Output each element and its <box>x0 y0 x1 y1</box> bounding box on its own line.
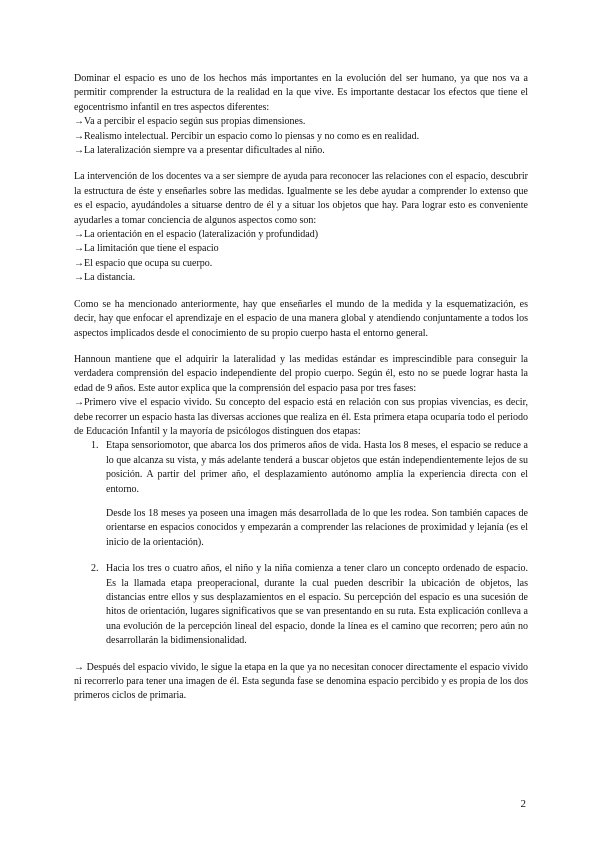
paragraph-teachers: La intervención de los docentes va a ser siempre de ayuda para reconocer las relaciones con el espacio, descubrir la estructura de éste y enseñarles sobre las medidas. Igualmente se les debe ayudar a comprender lo extenso que es el espacio, ayudándoles a situarse dentro de él y a situar los objetos que hay. Para lograr esto es conveniente ayudarles a tomar conciencia de algunos aspectos como son: <box>74 171 528 226</box>
stage-1-text: Etapa sensoriomotor, que abarca los dos primeros años de vida. Hasta los 8 meses, el espacio se reduce a lo que alcanza su vista, y más adelante tenderá a buscar objetos que están independientemente lejos de su posición. A partir del primer año, el desplazamiento autónomo amplía la experiencia directa con el entorno. <box>106 440 528 495</box>
list-item: →La lateralización siempre va a presentar dificultades al niño. <box>74 145 325 157</box>
stage-item-1 <box>74 439 528 550</box>
spacer <box>106 497 528 507</box>
paragraph-perceived-space: → Después del espacio vivido, le sigue la etapa en la que ya no necesitan conocer directamente el espacio vivido ni recorrerlo para tener una imagen de él. Esta segunda fase se denomina espacio percibido y es propia de los dos primeros ciclos de primaria. <box>74 661 528 702</box>
stage-item-2 <box>74 562 528 648</box>
spacer <box>74 286 528 298</box>
stage-2-text: Hacia los tres o cuatro años, el niño y la niña comienza a tener claro un concepto ordenado de espacio. Es la llamada etapa preoperacional, durante la cual pueden describir la ubicación de objetos, las distancias entre ellos y sus desplazamientos en el espacio. Su percepción del espacio es una sucesión de hitos de orientación, lugares significativos que se van presentando en su ruta. Esta explicación conlleva a una evolución de la percepción lineal del espacio, donde la línea es el camino que recorren; pero aún no desarrollarán la bidimensionalidad. <box>106 563 528 647</box>
list-item: →La orientación en el espacio (lateralización y profundidad) <box>74 229 319 241</box>
paragraph-lived-space: →Primero vive el espacio vivido. Su concepto del espacio está en relación con sus propias vivencias, es decir, debe recorrer un espacio hasta las diversas acciones que realiza en él. Esta primera etapa ocuparía todo el periodo de Educación Infantil y la mayoría de psicólogos distinguen dos etapas: <box>74 397 528 437</box>
list-item: →Realismo intelectual. Percibir un espacio como lo piensas y no como es en realidad. <box>74 130 420 142</box>
list-item: →Va a percibir el espacio según sus propias dimensiones. <box>74 116 306 128</box>
list-item: →El espacio que ocupa su cuerpo. <box>74 257 213 269</box>
list-item: →La distancia. <box>74 272 136 284</box>
spacer <box>74 158 528 170</box>
spacer <box>74 341 528 353</box>
spacer <box>74 649 528 661</box>
page-content <box>74 72 528 704</box>
paragraph-egocentrism: Dominar el espacio es uno de los hechos más importantes en la evolución del ser humano, ya que nos va a permitir comprender la estructura de la realidad en la que vive. Es importante destacar los efectos que tiene el egocentrismo infantil en tres aspectos diferentes: <box>74 73 528 113</box>
spacer <box>74 550 528 562</box>
list-item: →La limitación que tiene el espacio <box>74 243 219 255</box>
paragraph-measurement: Como se ha mencionado anteriormente, hay que enseñarles el mundo de la medida y la esquematización, es decir, hay que enfocar el aprendizaje en el espacio de una manera global y atendiendo conjuntamente a todos los aspectos implicados desde el conocimiento de su propio cuerpo hasta el entorno general. <box>74 298 528 339</box>
list-number: 2. <box>91 563 99 575</box>
stage-1-text-continued: Desde los 18 meses ya poseen una imagen más desarrollada de lo que les rodea. Son también capaces de orientarse en espacios conocidos y empezarán a comprender las relaciones de proximidad y lejanía (es el inicio de la orientación). <box>106 507 528 548</box>
stages-list <box>74 439 528 648</box>
list-number: 1. <box>91 440 99 452</box>
page-number: 2 <box>520 798 526 810</box>
paragraph-hannoun: Hannoun mantiene que el adquirir la lateralidad y las medidas estándar es imprescindible para conseguir la verdadera comprensión del espacio independiente del propio cuerpo. Según él, esto no se puede lograr hasta la edad de 9 años. Este autor explica que la comprensión del espacio pasa por tres fases: <box>74 353 528 394</box>
